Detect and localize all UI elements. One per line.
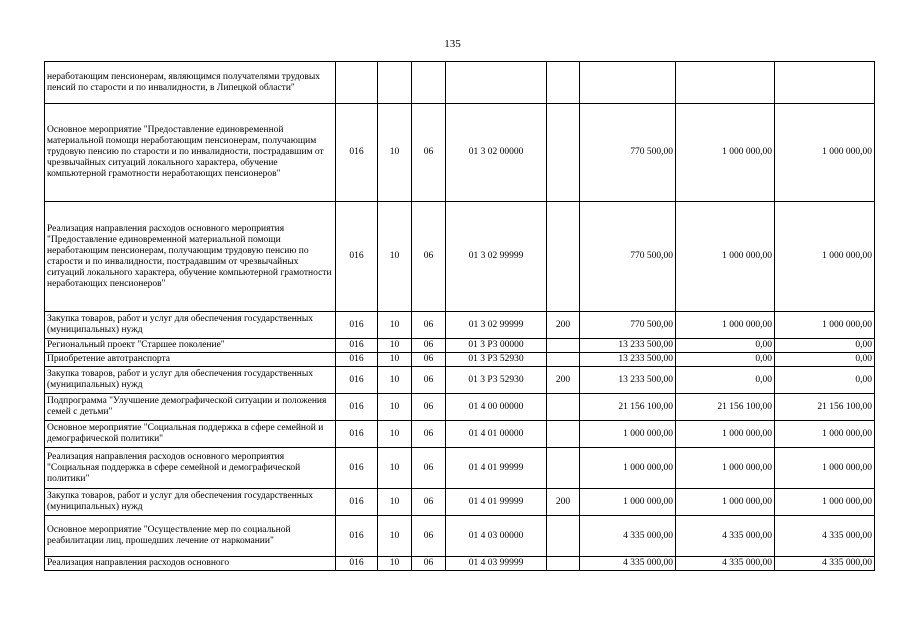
cell-section: 10 — [378, 557, 412, 571]
cell-year1: 770 500,00 — [580, 202, 676, 312]
cell-year2: 0,00 — [676, 339, 775, 353]
cell-target: 01 4 03 99999 — [446, 557, 547, 571]
table-row — [45, 104, 875, 202]
cell-year3: 1 000 000,00 — [775, 421, 875, 448]
cell-kind — [547, 104, 580, 202]
table-row — [45, 367, 875, 394]
table-row — [45, 489, 875, 516]
cell-section: 10 — [378, 367, 412, 394]
cell-year3: 1 000 000,00 — [775, 104, 875, 202]
cell-name: неработающим пенсионерам, являющимся получателями трудовых пенсий по старости и по инвалидности, в Липецкой области" — [45, 62, 336, 104]
cell-year3: 0,00 — [775, 353, 875, 367]
cell-section: 10 — [378, 353, 412, 367]
cell-section: 10 — [378, 421, 412, 448]
cell-name: Реализация направления расходов основного — [45, 557, 336, 571]
cell-year2: 0,00 — [676, 367, 775, 394]
cell-ministry: 016 — [336, 312, 378, 339]
cell-target: 01 4 03 00000 — [446, 516, 547, 557]
cell-kind — [547, 516, 580, 557]
cell-kind — [547, 202, 580, 312]
cell-year2: 4 335 000,00 — [676, 557, 775, 571]
cell-kind: 200 — [547, 489, 580, 516]
cell-year1: 13 233 500,00 — [580, 367, 676, 394]
cell-year2: 1 000 000,00 — [676, 104, 775, 202]
cell-subsection — [412, 62, 446, 104]
cell-year3: 1 000 000,00 — [775, 202, 875, 312]
cell-year3: 1 000 000,00 — [775, 489, 875, 516]
cell-subsection: 06 — [412, 202, 446, 312]
cell-target: 01 3 02 00000 — [446, 104, 547, 202]
cell-name: Приобретение автотранспорта — [45, 353, 336, 367]
cell-ministry: 016 — [336, 202, 378, 312]
cell-subsection: 06 — [412, 489, 446, 516]
cell-section: 10 — [378, 312, 412, 339]
cell-target: 01 4 01 00000 — [446, 421, 547, 448]
cell-year2 — [676, 62, 775, 104]
cell-name: Региональный проект "Старшее поколение" — [45, 339, 336, 353]
cell-ministry: 016 — [336, 489, 378, 516]
cell-subsection: 06 — [412, 394, 446, 421]
table-row — [45, 339, 875, 353]
cell-name: Подпрограмма "Улучшение демографической ситуации и положения семей с детьми" — [45, 394, 336, 421]
cell-year1: 1 000 000,00 — [580, 489, 676, 516]
cell-subsection: 06 — [412, 339, 446, 353]
cell-year3: 21 156 100,00 — [775, 394, 875, 421]
table-row — [45, 202, 875, 312]
cell-section: 10 — [378, 339, 412, 353]
cell-year2: 1 000 000,00 — [676, 312, 775, 339]
cell-year1: 4 335 000,00 — [580, 557, 676, 571]
cell-section: 10 — [378, 516, 412, 557]
cell-name: Основное мероприятие "Осуществление мер по социальной реабилитации лиц, прошедших лечение от наркомании" — [45, 516, 336, 557]
cell-kind — [547, 353, 580, 367]
table-row — [45, 312, 875, 339]
cell-name: Закупка товаров, работ и услуг для обеспечения государственных (муниципальных) нужд — [45, 312, 336, 339]
cell-year3 — [775, 62, 875, 104]
page-number: 135 — [444, 38, 461, 50]
cell-target — [446, 62, 547, 104]
cell-ministry: 016 — [336, 421, 378, 448]
cell-ministry: 016 — [336, 367, 378, 394]
cell-section — [378, 62, 412, 104]
cell-kind: 200 — [547, 312, 580, 339]
cell-year2: 4 335 000,00 — [676, 516, 775, 557]
cell-target: 01 4 01 99999 — [446, 448, 547, 489]
cell-year2: 0,00 — [676, 353, 775, 367]
cell-subsection: 06 — [412, 557, 446, 571]
cell-section: 10 — [378, 394, 412, 421]
cell-ministry: 016 — [336, 104, 378, 202]
cell-ministry: 016 — [336, 516, 378, 557]
table-row — [45, 516, 875, 557]
cell-subsection: 06 — [412, 421, 446, 448]
cell-kind: 200 — [547, 367, 580, 394]
cell-target: 01 4 01 99999 — [446, 489, 547, 516]
cell-target: 01 3 P3 52930 — [446, 367, 547, 394]
table-row — [45, 394, 875, 421]
cell-year1: 1 000 000,00 — [580, 448, 676, 489]
cell-year2: 1 000 000,00 — [676, 489, 775, 516]
cell-kind — [547, 421, 580, 448]
cell-kind — [547, 394, 580, 421]
table-row — [45, 353, 875, 367]
table-row — [45, 557, 875, 571]
cell-year3: 0,00 — [775, 339, 875, 353]
cell-year3: 4 335 000,00 — [775, 516, 875, 557]
cell-subsection: 06 — [412, 516, 446, 557]
cell-section: 10 — [378, 489, 412, 516]
cell-name: Основное мероприятие "Социальная поддержка в сфере семейной и демографической политики" — [45, 421, 336, 448]
cell-year2: 1 000 000,00 — [676, 202, 775, 312]
table-body — [45, 62, 875, 571]
table-row — [45, 62, 875, 104]
cell-kind — [547, 62, 580, 104]
cell-target: 01 3 02 99999 — [446, 202, 547, 312]
cell-year2: 1 000 000,00 — [676, 421, 775, 448]
cell-year1: 21 156 100,00 — [580, 394, 676, 421]
cell-kind — [547, 557, 580, 571]
cell-year1: 13 233 500,00 — [580, 339, 676, 353]
cell-year3: 1 000 000,00 — [775, 448, 875, 489]
cell-year1: 770 500,00 — [580, 312, 676, 339]
cell-name: Реализация направления расходов основного мероприятия "Социальная поддержка в сфере семейной и демографической политики" — [45, 448, 336, 489]
cell-ministry: 016 — [336, 353, 378, 367]
cell-target: 01 3 02 99999 — [446, 312, 547, 339]
cell-target: 01 4 00 00000 — [446, 394, 547, 421]
cell-subsection: 06 — [412, 353, 446, 367]
cell-target: 01 3 P3 52930 — [446, 353, 547, 367]
cell-year2: 1 000 000,00 — [676, 448, 775, 489]
cell-name: Закупка товаров, работ и услуг для обеспечения государственных (муниципальных) нужд — [45, 367, 336, 394]
cell-year3: 1 000 000,00 — [775, 312, 875, 339]
cell-year1: 13 233 500,00 — [580, 353, 676, 367]
cell-target: 01 3 P3 00000 — [446, 339, 547, 353]
cell-section: 10 — [378, 448, 412, 489]
cell-name: Основное мероприятие "Предоставление единовременной материальной помощи неработающим пенсионерам, получающим трудовую пенсию по старости и по инвалидности, пострадавшим от чрезвычайных ситуаций локального характера, обучение компьютерной грамотности неработающих пенсионеров" — [45, 104, 336, 202]
cell-subsection: 06 — [412, 448, 446, 489]
cell-year1 — [580, 62, 676, 104]
cell-year3: 4 335 000,00 — [775, 557, 875, 571]
cell-year3: 0,00 — [775, 367, 875, 394]
cell-ministry: 016 — [336, 557, 378, 571]
cell-subsection: 06 — [412, 312, 446, 339]
cell-kind — [547, 448, 580, 489]
cell-name: Реализация направления расходов основного мероприятия "Предоставление единовременной материальной помощи неработающим пенсионерам, получающим трудовую пенсию по старости и по инвалидности, пострадавшим от чрезвычайных ситуаций локального характера, обучение компьютерной грамотности неработающих пенсионеров" — [45, 202, 336, 312]
cell-section: 10 — [378, 202, 412, 312]
cell-year2: 21 156 100,00 — [676, 394, 775, 421]
cell-name: Закупка товаров, работ и услуг для обеспечения государственных (муниципальных) нужд — [45, 489, 336, 516]
cell-year1: 1 000 000,00 — [580, 421, 676, 448]
cell-ministry: 016 — [336, 448, 378, 489]
cell-ministry — [336, 62, 378, 104]
cell-year1: 770 500,00 — [580, 104, 676, 202]
cell-ministry: 016 — [336, 394, 378, 421]
table-row — [45, 448, 875, 489]
cell-year1: 4 335 000,00 — [580, 516, 676, 557]
cell-subsection: 06 — [412, 104, 446, 202]
cell-section: 10 — [378, 104, 412, 202]
cell-kind — [547, 339, 580, 353]
cell-subsection: 06 — [412, 367, 446, 394]
budget-table — [44, 61, 875, 571]
cell-ministry: 016 — [336, 339, 378, 353]
table-row — [45, 421, 875, 448]
